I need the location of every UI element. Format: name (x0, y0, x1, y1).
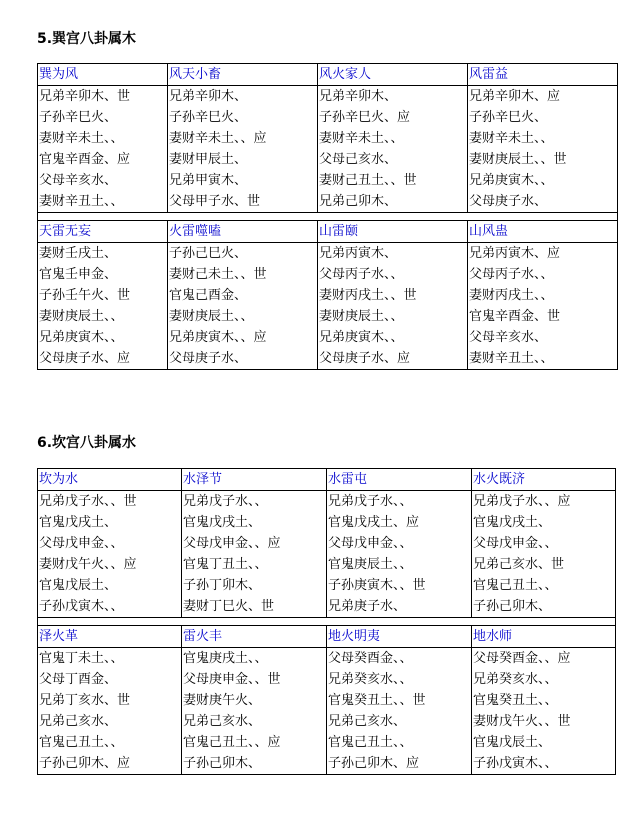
hexagram-name: 山雷颐 (318, 221, 468, 243)
hexagram-lines-row (38, 491, 616, 618)
hexagram-lines (472, 648, 616, 775)
yao-line: 妻财庚辰土、、 (319, 309, 404, 324)
hexagram-name: 风天小畜 (168, 64, 318, 86)
hexagram-lines (182, 648, 327, 775)
yao-line: 子孙己卯木、 (473, 599, 552, 614)
yao-line: 妻财庚辰土、、世 (469, 152, 567, 167)
yao-line: 父母戊申金、、 (328, 536, 413, 551)
yao-line: 父母庚子水、 (469, 194, 548, 209)
yao-line: 兄弟庚子水、 (328, 599, 407, 614)
hexagram-lines (38, 648, 182, 775)
yao-line: 子孙辛巳火、 (39, 110, 118, 125)
yao-line: 妻财己丑土、、世 (319, 173, 417, 188)
hexagram-lines-row (38, 243, 618, 370)
yao-line: 父母己亥水、 (319, 152, 398, 167)
yao-line: 妻财丁巳火、世 (183, 599, 275, 614)
yao-line: 官鬼癸丑土、、 (473, 693, 558, 708)
yao-line: 子孙己卯木、应 (39, 756, 131, 771)
yao-line: 兄弟己亥水、世 (473, 557, 565, 572)
hexagram-name: 水泽节 (182, 469, 327, 491)
yao-line: 妻财辛未土、、 (39, 131, 124, 146)
hexagram-name-row (38, 469, 616, 491)
yao-line: 官鬼戊戌土、 (183, 515, 262, 530)
section-title-kan: 6.坎宫八卦属水 (37, 435, 137, 451)
yao-line: 父母庚申金、、世 (183, 672, 281, 687)
yao-line: 官鬼庚戌土、、 (183, 651, 268, 666)
yao-line: 官鬼戊戌土、应 (328, 515, 420, 530)
hexagram-name-row (38, 64, 618, 86)
yao-line: 妻财庚辰土、、 (39, 309, 124, 324)
yao-line: 官鬼己酉金、 (169, 288, 248, 303)
yao-line: 官鬼己丑土、、 (328, 735, 413, 750)
hexagram-lines (38, 243, 168, 370)
yao-line: 父母癸酉金、、 (328, 651, 413, 666)
hexagram-name: 山风蛊 (468, 221, 618, 243)
hexagram-lines (168, 243, 318, 370)
hexagram-name: 火雷噬嗑 (168, 221, 318, 243)
yao-line: 父母戊申金、、应 (183, 536, 281, 551)
yao-line: 兄弟癸亥水、、 (328, 672, 413, 687)
hexagram-name-row (38, 626, 616, 648)
yao-line: 子孙戊寅木、、 (39, 599, 124, 614)
yao-line: 父母戊申金、、 (473, 536, 558, 551)
yao-line: 兄弟辛卯木、应 (469, 89, 561, 104)
yao-line: 妻财庚辰土、、 (169, 309, 254, 324)
hexagram-name: 天雷无妄 (38, 221, 168, 243)
yao-line: 妻财辛未土、、 (469, 131, 554, 146)
yao-line: 兄弟戊子水、、 (183, 494, 268, 509)
hexagram-lines (468, 86, 618, 213)
yao-line: 妻财丙戌土、、世 (319, 288, 417, 303)
yao-line: 官鬼辛酉金、世 (469, 309, 561, 324)
yao-line: 子孙己巳火、 (169, 246, 248, 261)
yao-line: 官鬼戊辰土、 (39, 578, 118, 593)
hexagram-name: 风雷益 (468, 64, 618, 86)
yao-line: 子孙戊寅木、、 (473, 756, 558, 771)
yao-line: 官鬼戊戌土、 (473, 515, 552, 530)
hexagram-name: 巽为风 (38, 64, 168, 86)
yao-line: 兄弟庚寅木、、 (319, 330, 404, 345)
hexagram-name: 风火家人 (318, 64, 468, 86)
yao-line: 官鬼戊戌土、 (39, 515, 118, 530)
yao-line: 父母癸酉金、、应 (473, 651, 571, 666)
yao-line: 官鬼辛酉金、应 (39, 152, 131, 167)
row-gap (38, 213, 618, 221)
yao-line: 父母丙子水、、 (319, 267, 404, 282)
yao-line: 官鬼壬申金、 (39, 267, 118, 282)
yao-line: 妻财辛丑土、、 (469, 351, 554, 366)
hexagram-lines (168, 86, 318, 213)
row-gap (38, 618, 616, 626)
yao-line: 子孙辛巳火、 (469, 110, 548, 125)
section-title-xun: 5.巽宫八卦属木 (37, 31, 137, 47)
hexagram-name: 地火明夷 (327, 626, 472, 648)
hexagram-lines (472, 491, 616, 618)
yao-line: 兄弟癸亥水、、 (473, 672, 558, 687)
hexagram-name: 地水师 (472, 626, 616, 648)
hexagram-name: 泽火革 (38, 626, 182, 648)
yao-line: 兄弟戊子水、、世 (39, 494, 137, 509)
hexagram-lines (468, 243, 618, 370)
yao-line: 兄弟庚寅木、、 (469, 173, 554, 188)
hexagram-lines (318, 86, 468, 213)
yao-line: 妻财辛未土、、 (319, 131, 404, 146)
yao-line: 兄弟辛卯木、世 (39, 89, 131, 104)
yao-line: 子孙庚寅木、、世 (328, 578, 426, 593)
hexagram-lines (327, 491, 472, 618)
yao-line: 父母丙子水、、 (469, 267, 554, 282)
yao-line: 子孙己卯木、应 (328, 756, 420, 771)
hexagram-lines (318, 243, 468, 370)
yao-line: 兄弟丁亥水、世 (39, 693, 131, 708)
hexagram-name: 水火既济 (472, 469, 616, 491)
hexagram-name: 坎为水 (38, 469, 182, 491)
yao-line: 官鬼己丑土、、 (473, 578, 558, 593)
yao-line: 妻财丙戌土、、 (469, 288, 554, 303)
yao-line: 父母辛亥水、 (39, 173, 118, 188)
hexagram-table-xun (37, 63, 618, 370)
hexagram-name-row (38, 221, 618, 243)
yao-line: 兄弟甲寅木、 (169, 173, 248, 188)
yao-line: 兄弟辛卯木、 (319, 89, 398, 104)
yao-line: 兄弟戊子水、、 (328, 494, 413, 509)
hexagram-table-kan (37, 468, 616, 775)
yao-line: 官鬼己丑土、、应 (183, 735, 281, 750)
yao-line: 父母庚子水、 (169, 351, 248, 366)
yao-line: 妻财己未土、、世 (169, 267, 267, 282)
yao-line: 父母戊申金、、 (39, 536, 124, 551)
yao-line: 父母甲子水、世 (169, 194, 261, 209)
hexagram-lines (38, 86, 168, 213)
yao-line: 父母丁酉金、 (39, 672, 118, 687)
yao-line: 兄弟戊子水、、应 (473, 494, 571, 509)
hexagram-name: 水雷屯 (327, 469, 472, 491)
yao-line: 官鬼戊辰土、 (473, 735, 552, 750)
yao-line: 兄弟丙寅木、应 (469, 246, 561, 261)
hexagram-lines (38, 491, 182, 618)
yao-line: 父母辛亥水、 (469, 330, 548, 345)
yao-line: 子孙辛巳火、应 (319, 110, 411, 125)
yao-line: 妻财戊午火、、世 (473, 714, 571, 729)
yao-line: 兄弟庚寅木、、 (39, 330, 124, 345)
yao-line: 官鬼己丑土、、 (39, 735, 124, 750)
yao-line: 兄弟丙寅木、 (319, 246, 398, 261)
hexagram-lines-row (38, 86, 618, 213)
yao-line: 兄弟己亥水、 (328, 714, 407, 729)
yao-line: 妻财甲辰土、 (169, 152, 248, 167)
yao-line: 父母庚子水、应 (39, 351, 131, 366)
hexagram-lines-row (38, 648, 616, 775)
yao-line: 子孙丁卯木、 (183, 578, 262, 593)
yao-line: 子孙壬午火、世 (39, 288, 131, 303)
yao-line: 妻财辛丑土、、 (39, 194, 124, 209)
yao-line: 父母庚子水、应 (319, 351, 411, 366)
yao-line: 妻财戊午火、、应 (39, 557, 137, 572)
yao-line: 官鬼癸丑土、、世 (328, 693, 426, 708)
yao-line: 子孙己卯木、 (183, 756, 262, 771)
hexagram-lines (327, 648, 472, 775)
yao-line: 官鬼庚辰土、、 (328, 557, 413, 572)
yao-line: 妻财辛未土、、应 (169, 131, 267, 146)
hexagram-name: 雷火丰 (182, 626, 327, 648)
yao-line: 兄弟己亥水、 (183, 714, 262, 729)
yao-line: 兄弟己亥水、 (39, 714, 118, 729)
yao-line: 妻财庚午火、 (183, 693, 262, 708)
yao-line: 官鬼丁丑土、、 (183, 557, 268, 572)
yao-line: 兄弟庚寅木、、应 (169, 330, 267, 345)
yao-line: 子孙辛巳火、 (169, 110, 248, 125)
yao-line: 兄弟辛卯木、 (169, 89, 248, 104)
yao-line: 兄弟己卯木、 (319, 194, 398, 209)
yao-line: 妻财壬戌土、 (39, 246, 118, 261)
hexagram-lines (182, 491, 327, 618)
yao-line: 官鬼丁未土、、 (39, 651, 124, 666)
